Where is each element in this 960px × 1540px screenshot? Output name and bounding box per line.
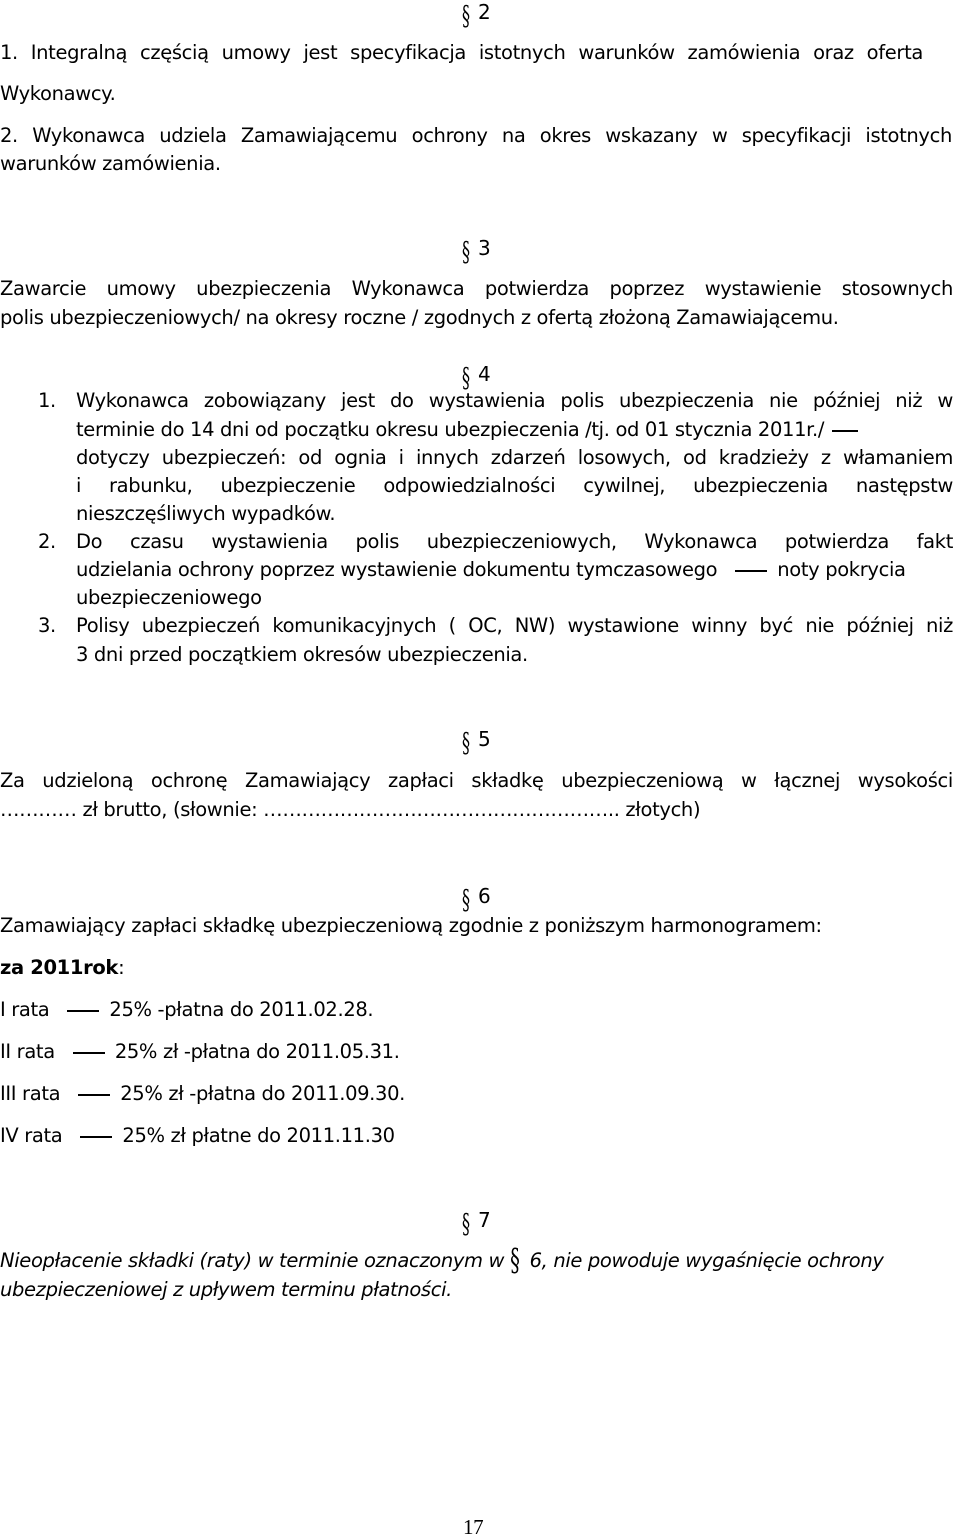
s4-item-1-number: 1. [38, 389, 56, 412]
s4-item-3-line-1: Polisy ubezpieczeń komunikacyjnych ( OC, NW) wystawione winny być nie później niż [76, 614, 953, 637]
s3-line-2: polis ubezpieczeniowych/ na okresy roczne / zgodnych z ofertą złożoną Zamawiającemu. [0, 306, 839, 329]
dash [832, 430, 858, 432]
section-5-heading [462, 726, 491, 759]
dash [73, 1052, 105, 1054]
s4-item-2-line-1: Do czasu wystawienia polis ubezpieczeniowych, Wykonawca potwierdza fakt [76, 530, 953, 553]
s4-item-1-line-4: i rabunku, ubezpieczenie odpowiedzialności cywilnej, ubezpieczenia następstw [76, 474, 953, 497]
section-number: 4 [478, 362, 491, 386]
s6-rate-2: II rata 25% zł -płatna do 2011.05.31. [0, 1040, 400, 1063]
s6-rate-1: I rata 25% -płatna do 2011.02.28. [0, 998, 374, 1021]
s6-year-label: za 2011rok: [0, 956, 125, 979]
section-number: 5 [478, 727, 491, 751]
section-number: 6 [478, 884, 491, 908]
s2-paragraph-1-line-1: 1. Integralną częścią umowy jest specyfikacja istotnych warunków zamówienia oraz oferta [0, 41, 923, 64]
section-number: 2 [478, 0, 491, 24]
s6-rate-3: III rata 25% zł -płatna do 2011.09.30. [0, 1082, 405, 1105]
s4-item-2-number: 2. [38, 530, 56, 553]
s7-line-2: ubezpieczeniowej z upływem terminu płatności. [0, 1278, 453, 1301]
section-symbol: § [462, 1207, 470, 1240]
s6-intro: Zamawiający zapłaci składkę ubezpieczeniową zgodnie z poniższym harmonogramem: [0, 914, 822, 937]
section-4-heading [462, 361, 491, 394]
s4-item-1-line-2: terminie do 14 dni od początku okresu ubezpieczenia /tj. od 01 stycznia 2011r./ [76, 418, 864, 442]
s4-item-3-number: 3. [38, 614, 56, 637]
section-symbol: § [510, 1241, 520, 1279]
section-symbol: § [462, 0, 470, 32]
s2-paragraph-2-line-1: 2. Wykonawca udziela Zamawiającemu ochrony na okres wskazany w specyfikacji istotnych [0, 124, 952, 147]
section-number: 3 [478, 236, 491, 260]
dash [80, 1136, 112, 1138]
section-number: 7 [478, 1208, 491, 1232]
s4-item-3-line-2: 3 dni przed początkiem okresów ubezpieczenia. [76, 643, 528, 666]
s2-paragraph-1-line-2: Wykonawcy. [0, 82, 116, 105]
section-symbol: § [462, 883, 470, 916]
s2-paragraph-2-line-2: warunków zamówienia. [0, 152, 221, 175]
s4-item-1-line-1: Wykonawca zobowiązany jest do wystawienia polis ubezpieczenia nie później niż w [76, 389, 953, 412]
s4-item-1-line-5: nieszczęśliwych wypadków. [76, 502, 336, 525]
section-3-heading [462, 235, 491, 268]
s7-line-1: Nieopłacenie składki (raty) w terminie oznaczonym w § 6, nie powoduje wygaśnięcie ochrony [0, 1241, 884, 1279]
s5-line-2: ………… zł brutto, (słownie: ……………………………………………….. złotych) [0, 798, 701, 821]
dash [78, 1094, 110, 1096]
section-symbol: § [462, 361, 470, 394]
section-7-heading [462, 1207, 491, 1240]
section-symbol: § [462, 235, 470, 268]
section-symbol: § [462, 726, 470, 759]
s6-rate-4: IV rata 25% zł płatne do 2011.11.30 [0, 1124, 395, 1147]
s4-item-2-line-3: ubezpieczeniowego [76, 586, 262, 609]
section-6-heading [462, 883, 491, 916]
section-2-heading [462, 0, 491, 32]
s4-item-1-line-3: dotyczy ubezpieczeń: od ognia i innych zdarzeń losowych, od kradzieży z włamaniem [76, 446, 953, 469]
s4-item-2-line-2: udzielania ochrony poprzez wystawienie dokumentu tymczasowego noty pokrycia [76, 558, 906, 581]
dash [735, 570, 767, 572]
dash [67, 1010, 99, 1012]
page-number: 17 [463, 1515, 484, 1539]
s5-line-1: Za udzieloną ochronę Zamawiający zapłaci składkę ubezpieczeniową w łącznej wysokości [0, 769, 953, 792]
s3-line-1: Zawarcie umowy ubezpieczenia Wykonawca potwierdza poprzez wystawienie stosownych [0, 277, 953, 300]
